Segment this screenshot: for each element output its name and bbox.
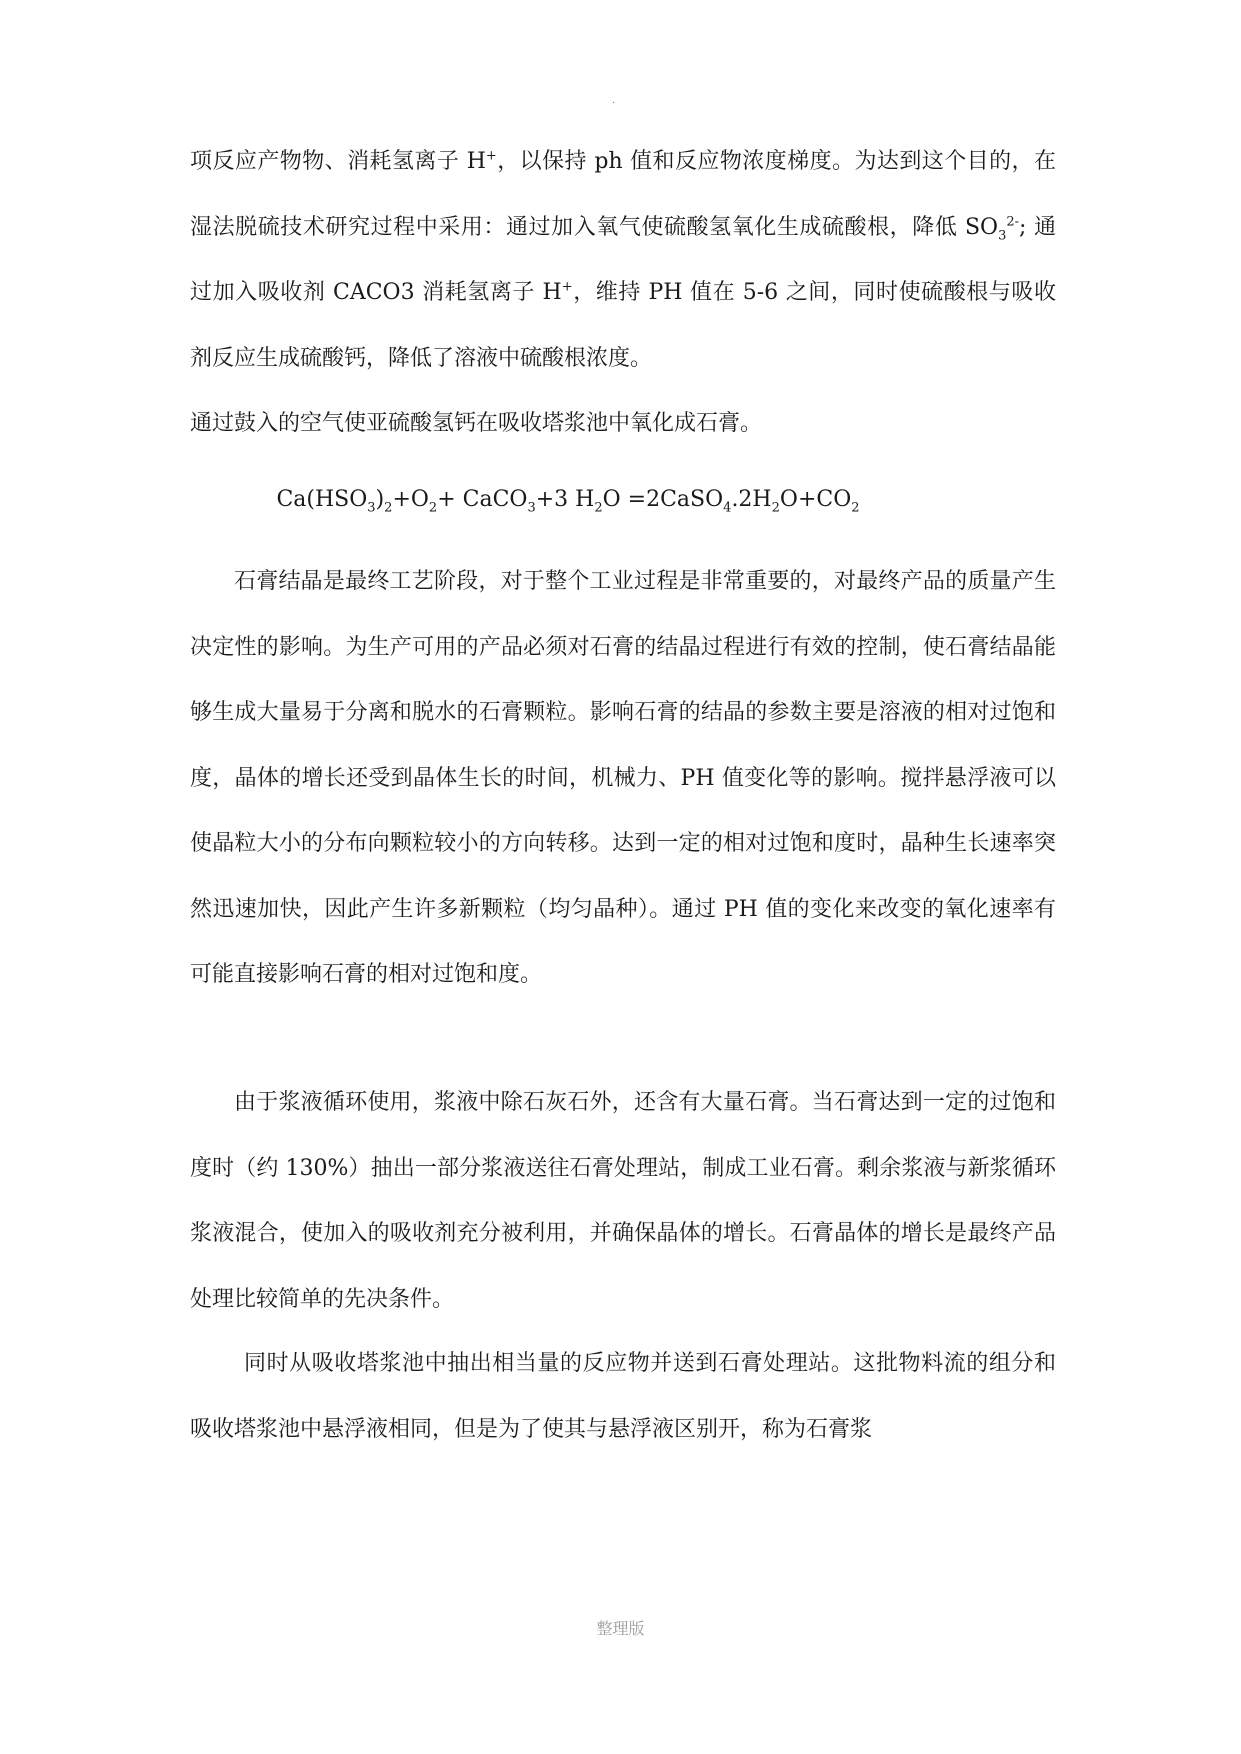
page-footer: 整理版 xyxy=(596,1619,645,1638)
paragraph-reaction-control: 项反应产物物、消耗氢离子 H+，以保持 ph 值和反应物浓度梯度。为达到这个目的，在湿法脱硫技术研究过程中采用：通过加入氧气使硫酸氢氧化生成硫酸根，降低 $SO_3^{2-}$; 通过加入吸收剂 CACO3 消耗氢离子 H+，维持 PH 值在 5-6 之间，同时使硫酸根与吸收剂反应生成硫酸钙，降低了溶液中硫酸根浓度。 xyxy=(190,148,1057,371)
page-header-mark: . xyxy=(612,95,616,106)
paragraph-gypsum-crystallization: 石膏结晶是最终工艺阶段，对于整个工业过程是非常重要的，对最终产品的质量产生决定性的影响。为生产可用的产品必须对石膏的结晶过程进行有效的控制，使石膏结晶能够生成大量易于分离和脱水的石膏颗粒。影响石膏的结晶的参数主要是溶液的相对过饱和度，晶体的增长还受到晶体生长的时间，机械力、PH 值变化等的影响。搅拌悬浮液可以使晶粒大小的分布向颗粒较小的方向转移。达到一定的相对过饱和度时，晶种生长速率突然迅速加快，因此产生许多新颗粒（均匀晶种）。通过 PH 值的变化来改变的氧化速率有可能直接影响石膏的相对过饱和度。 xyxy=(190,569,1056,987)
paragraph-slurry-circulation: 由于浆液循环使用，浆液中除石灰石外，还含有大量石膏。当石膏达到一定的过饱和度时（约 130%）抽出一部分浆液送往石膏处理站，制成工业石膏。剩余浆液与新浆循环浆液混合，使加入的吸收剂充分被利用，并确保晶体的增长。石膏晶体的增长是最终产品处理比较简单的先决条件。 xyxy=(190,1090,1056,1312)
chemical-equation: $Ca(HSO_3)_2+O_2+$ CaCO$_3$+3 $H_2O$ $=2CaSO_4.2H_2O+CO_2$ xyxy=(276,487,860,516)
paragraph-oxidation: 通过鼓入的空气使亚硫酸氢钙在吸收塔浆池中氧化成石膏。 xyxy=(190,411,763,436)
paragraph-gypsum-slurry: 同时从吸收塔浆池中抽出相当量的反应物并送到石膏处理站。这批物料流的组分和吸收塔浆池中悬浮液相同，但是为了使其与悬浮液区别开，称为石膏浆 xyxy=(190,1351,1056,1442)
